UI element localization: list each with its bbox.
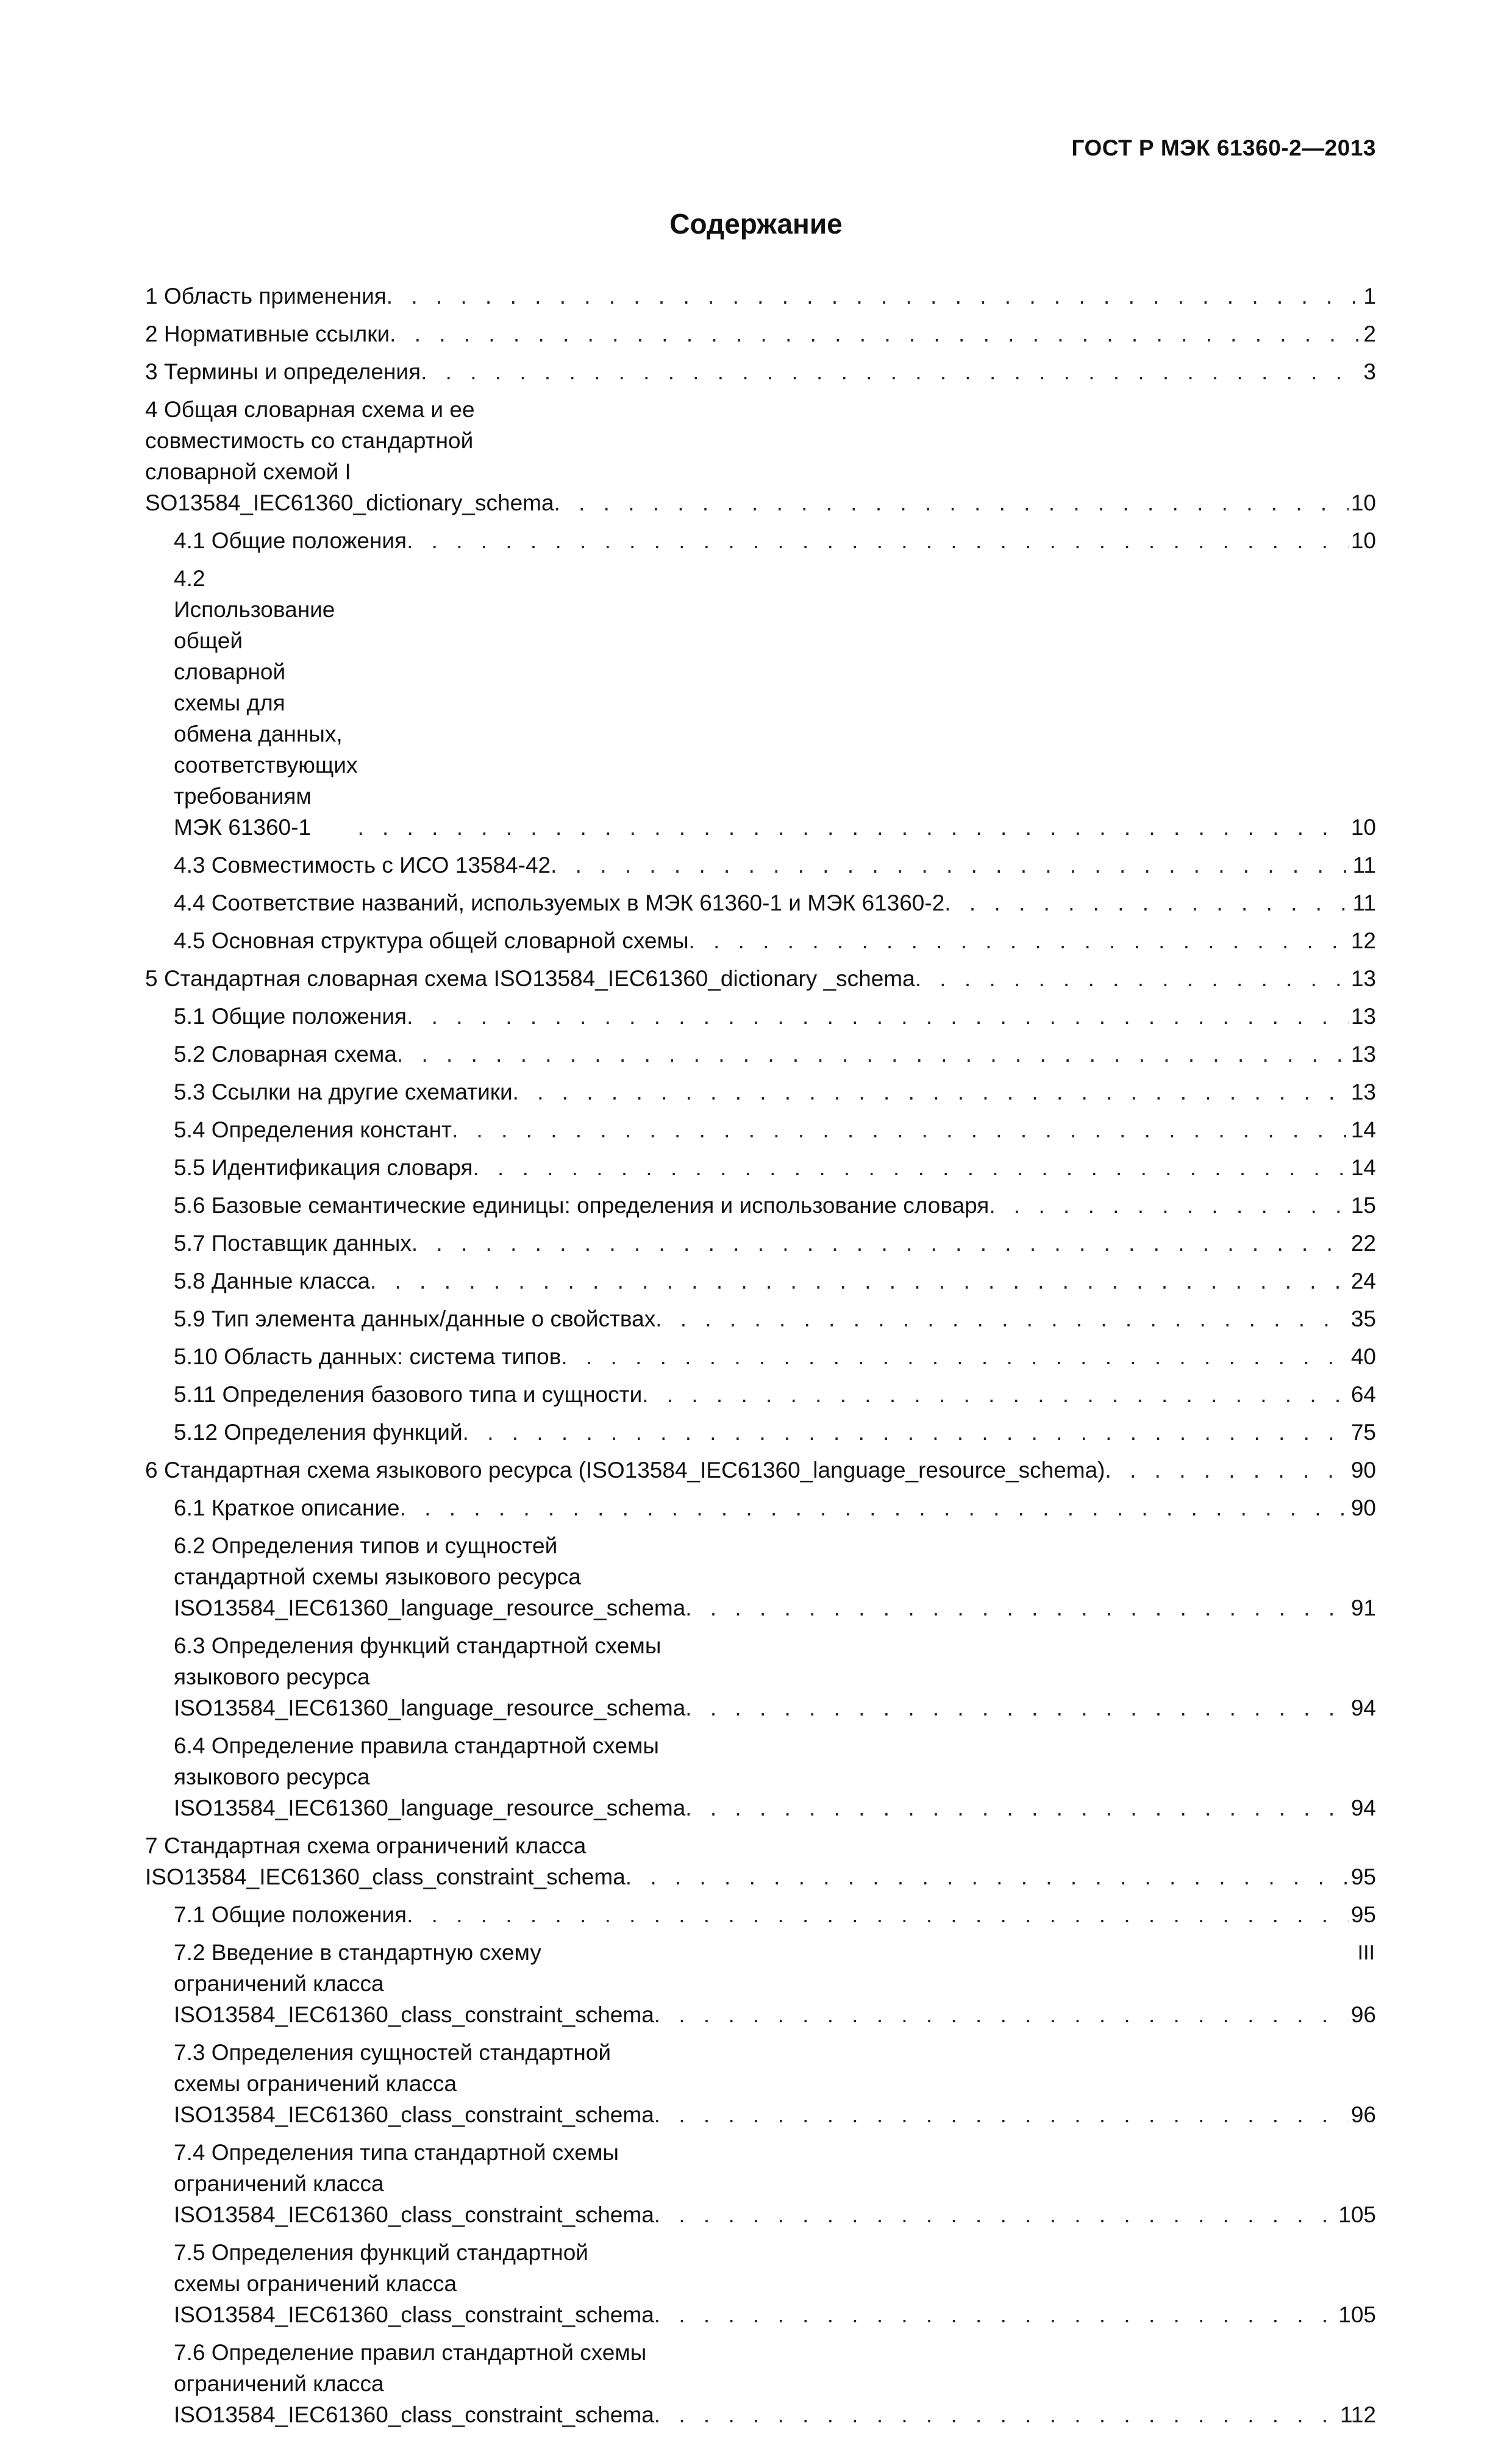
toc-entry-page: 2 (1363, 321, 1376, 346)
toc-entry-title-line: 5 Стандартная словарная схема ISO13584_IEC61360_dictionary _schema (145, 966, 915, 991)
toc-entry-page: 11 (1352, 890, 1376, 915)
toc-entry[interactable] (145, 1190, 1376, 1221)
toc-entry-page: 96 (1350, 2102, 1376, 2127)
toc-entry-title (174, 525, 407, 556)
toc-entry-title-line: ISO13584_IEC61360_language_resource_schema (174, 1795, 686, 1820)
toc-entry[interactable] (145, 1379, 1376, 1410)
toc-entry[interactable] (145, 1730, 1376, 1823)
toc-entry[interactable] (145, 281, 1376, 312)
toc-entry-title (145, 356, 421, 387)
toc-entry[interactable] (145, 1530, 1376, 1623)
toc-entry-page: 35 (1350, 1306, 1376, 1331)
page-number: III (1357, 1941, 1375, 1964)
toc-entry-title-line: 6.2 Определения типов и сущностей стандартной схемы языкового ресурса (174, 1533, 581, 1589)
toc-entry-title-line: ISO13584_IEC61360_class_constraint_schema (174, 2302, 654, 2327)
toc-entry-title (145, 1830, 626, 1892)
dot-leader (357, 812, 1348, 843)
dot-leader (421, 356, 1361, 387)
toc-entry[interactable] (145, 1899, 1376, 1930)
toc-entry-page: 95 (1350, 1902, 1376, 1927)
dot-leader (554, 487, 1349, 518)
toc-entry-page: 14 (1350, 1155, 1376, 1180)
toc-entry-title-line: ISO13584_IEC61360_class_constraint_schema (174, 2002, 654, 2027)
toc-entry[interactable] (145, 2337, 1376, 2430)
toc-entry-page: 12 (1350, 928, 1376, 953)
toc-entry-title (145, 281, 387, 312)
dot-leader (473, 1152, 1349, 1183)
toc-entry-title (174, 2337, 654, 2430)
toc-entry-title-line: 5.5 Идентификация словаря (174, 1155, 473, 1180)
toc-entry-title (174, 2037, 654, 2130)
dot-leader (390, 318, 1361, 349)
toc-entry-title-line: 4.2 Использование общей словарной схемы для обмена данных, (174, 566, 343, 746)
toc-entry-title (174, 2237, 654, 2330)
dot-leader (655, 1303, 1349, 1334)
toc-entry[interactable] (145, 394, 1376, 518)
toc-entry-title-line: 4.4 Соответствие названий, используемых в МЭК 61360-1 и МЭК 61360-2 (174, 890, 945, 915)
toc-entry-page: 15 (1350, 1193, 1376, 1218)
toc-entry-title-line: 5.3 Ссылки на другие схематики (174, 1079, 513, 1104)
dot-leader (400, 1492, 1349, 1523)
toc-entry-title-line: 7.3 Определения сущностей стандартной схемы ограничений класса (174, 2040, 612, 2096)
toc-entry-title (174, 850, 551, 881)
dot-leader (689, 925, 1349, 956)
toc-entry-page: 94 (1350, 1695, 1376, 1720)
dot-leader (370, 1265, 1349, 1297)
toc-entry-title-line: 6.4 Определение правила стандартной схемы языкового ресурса (174, 1733, 659, 1789)
toc-entry-title-line: ISO13584_IEC61360_class_constraint_schema (174, 2202, 654, 2227)
toc-entry[interactable] (145, 1630, 1376, 1723)
toc-entry-page: 105 (1338, 2302, 1376, 2327)
toc-entry-page: 14 (1350, 1117, 1376, 1142)
dot-leader (654, 2099, 1349, 2130)
dot-leader (654, 2199, 1336, 2230)
toc-entry-title (174, 1530, 685, 1623)
dot-leader (1105, 1455, 1349, 1486)
toc-entry-title-line: 5.8 Данные класса (174, 1269, 371, 1294)
toc-entry[interactable] (145, 2237, 1376, 2330)
toc-entry-title-line: 6.1 Краткое описание (174, 1495, 400, 1520)
toc-entry-page: 10 (1350, 490, 1376, 515)
toc-entry-title-line: соответствующих требованиям МЭК 61360-1 (174, 753, 358, 840)
toc-entry-title-line: ISO13584_IEC61360_language_resource_schema (174, 1695, 686, 1720)
toc-entry-title (174, 1730, 685, 1823)
toc-entry-title (145, 394, 554, 518)
toc-entry-title (174, 2137, 654, 2230)
toc-entry-title-line: 2 Нормативные ссылки (145, 321, 390, 346)
toc-entry[interactable] (145, 887, 1376, 918)
toc-entry-page: 94 (1350, 1795, 1376, 1820)
toc-entry[interactable] (145, 1830, 1376, 1892)
toc-entry-title (174, 1039, 397, 1070)
dot-leader (944, 887, 1350, 918)
toc-entry-title-line: SO13584_IEC61360_dictionary_schema (145, 490, 554, 515)
toc-entry-title-line: 5.7 Поставщик данных (174, 1231, 412, 1256)
toc-entry-page: 1 (1363, 284, 1376, 309)
toc-entry[interactable] (145, 1076, 1376, 1108)
toc-entry-page: 96 (1350, 2002, 1376, 2027)
dot-leader (407, 1899, 1349, 1930)
toc-entry-title-line: ISO13584_IEC61360_class_constraint_schema (174, 2402, 654, 2427)
toc-entry-title (174, 1076, 513, 1108)
toc-entry-page: 90 (1350, 1495, 1376, 1520)
toc-entry-title (174, 1417, 463, 1448)
toc-entry[interactable] (145, 1152, 1376, 1183)
toc-entry-title-line: 5.4 Определения констант (174, 1117, 452, 1142)
standard-code: ГОСТ Р МЭК 61360-2—2013 (1071, 135, 1376, 160)
dot-leader (654, 1999, 1349, 2030)
toc-entry-page: 10 (1350, 815, 1376, 840)
toc-entry-title (174, 1937, 654, 2030)
dot-leader (452, 1114, 1349, 1145)
toc-entry-title (174, 1492, 400, 1523)
toc-entry-page: 64 (1350, 1382, 1376, 1407)
toc-entry-title-line: 6 Стандартная схема языкового ресурса (ISO13584_IEC61360_language_resource_schema) (145, 1458, 1105, 1483)
toc-entry-page: 10 (1350, 528, 1376, 553)
dot-leader (551, 850, 1350, 881)
dot-leader (626, 1861, 1349, 1892)
dot-leader (561, 1341, 1348, 1372)
dot-leader (685, 1792, 1349, 1823)
dot-leader (654, 2399, 1338, 2430)
toc-entry[interactable] (145, 2137, 1376, 2230)
dot-leader (915, 963, 1349, 994)
toc-entry[interactable] (145, 563, 1376, 843)
toc-entry-page: 95 (1350, 1864, 1376, 1889)
toc-entry-title-line: 7.6 Определение правил стандартной схемы ограничений класса (174, 2340, 647, 2396)
toc-entry-page: 11 (1352, 853, 1376, 878)
toc-entry-page: 40 (1350, 1344, 1376, 1369)
dot-leader (412, 1228, 1349, 1259)
table-of-contents (145, 281, 1376, 2437)
toc-entry[interactable] (145, 1039, 1376, 1070)
toc-entry[interactable] (145, 1303, 1376, 1334)
toc-entry-title-line: ISO13584_IEC61360_language_resource_schema (174, 1595, 686, 1620)
toc-entry-title-line: 5.6 Базовые семантические единицы: определения и использование словаря (174, 1193, 990, 1218)
toc-entry-page: 24 (1350, 1269, 1376, 1294)
toc-entry-page: 112 (1340, 2402, 1376, 2427)
toc-entry[interactable] (145, 1455, 1376, 1486)
toc-entry[interactable] (145, 1492, 1376, 1523)
toc-entry-page: 91 (1350, 1595, 1376, 1620)
toc-entry[interactable] (145, 356, 1376, 387)
toc-entry-title-line: 4.3 Совместимость с ИСО 13584-42 (174, 853, 551, 878)
toc-entry-page: 90 (1350, 1458, 1376, 1483)
toc-entry-title (174, 925, 689, 956)
toc-entry[interactable] (145, 1937, 1376, 2030)
toc-entry-title-line: 4.1 Общие положения (174, 528, 407, 553)
toc-entry-page: 22 (1350, 1231, 1376, 1256)
toc-entry-title-line: 5.12 Определения функций (174, 1420, 463, 1445)
toc-entry-title-line: ISO13584_IEC61360_class_constraint_schema (174, 2102, 654, 2127)
toc-entry-title-line: 5.1 Общие положения (174, 1004, 407, 1029)
dot-leader (407, 525, 1349, 556)
toc-entry[interactable] (145, 1341, 1376, 1372)
toc-entry-title-line: 5.9 Тип элемента данных/данные о свойствах (174, 1306, 656, 1331)
toc-entry-title-line: 7.2 Введение в стандартную схему ограничений класса (174, 1940, 541, 1996)
toc-entry-title (174, 1114, 452, 1145)
toc-entry-title-line: 7.1 Общие положения (174, 1902, 407, 1927)
dot-leader (685, 1592, 1349, 1623)
toc-entry-title (174, 1152, 473, 1183)
toc-entry-title (174, 1265, 370, 1297)
dot-leader (642, 1379, 1349, 1410)
toc-entry-title-line: 7.4 Определения типа стандартной схемы ограничений класса (174, 2140, 619, 2196)
toc-entry-title (174, 1228, 412, 1259)
toc-entry-title (174, 1001, 407, 1032)
toc-entry-page: 75 (1350, 1420, 1376, 1445)
dot-leader (654, 2299, 1336, 2330)
toc-entry-page: 13 (1350, 966, 1376, 991)
dot-leader (513, 1076, 1349, 1108)
toc-title: Содержание (669, 208, 843, 240)
toc-entry-page: 105 (1338, 2202, 1376, 2227)
toc-entry[interactable] (145, 1228, 1376, 1259)
toc-entry-title (174, 1341, 561, 1372)
toc-entry[interactable] (145, 925, 1376, 956)
toc-entry-title-line: ISO13584_IEC61360_class_constraint_schema (145, 1864, 626, 1889)
dot-leader (989, 1190, 1349, 1221)
toc-entry[interactable] (145, 525, 1376, 556)
toc-entry[interactable] (145, 1114, 1376, 1145)
dot-leader (685, 1692, 1349, 1723)
toc-entry[interactable] (145, 1265, 1376, 1297)
toc-entry-title (174, 563, 357, 843)
toc-entry-page: 13 (1350, 1042, 1376, 1067)
toc-entry-title (174, 1899, 407, 1930)
toc-entry-page: 13 (1350, 1079, 1376, 1104)
toc-entry-title (174, 1303, 655, 1334)
toc-entry-title (145, 318, 390, 349)
dot-leader (387, 281, 1361, 312)
toc-entry-title-line: 5.11 Определения базового типа и сущности (174, 1382, 643, 1407)
toc-entry-title (145, 1455, 1105, 1486)
toc-entry[interactable] (145, 2037, 1376, 2130)
dot-leader (407, 1001, 1349, 1032)
toc-entry-title-line: 4.5 Основная структура общей словарной схемы (174, 928, 689, 953)
toc-entry-title-line: 4 Общая словарная схема и ее совместимость со стандартной словарной схемой I (145, 397, 475, 484)
toc-entry-title-line: 1 Область применения (145, 284, 387, 309)
toc-entry-title (174, 1190, 989, 1221)
toc-entry-title-line: 5.10 Область данных: система типов (174, 1344, 562, 1369)
toc-entry-title (174, 887, 944, 918)
dot-leader (463, 1417, 1349, 1448)
toc-entry-title-line: 7.5 Определения функций стандартной схемы ограничений класса (174, 2240, 588, 2296)
toc-entry[interactable] (145, 318, 1376, 349)
toc-entry[interactable] (145, 1001, 1376, 1032)
toc-entry-title-line: 7 Стандартная схема ограничений класса (145, 1833, 587, 1858)
toc-entry-title-line: 3 Термины и определения (145, 359, 421, 384)
toc-entry-title (145, 963, 915, 994)
toc-entry[interactable] (145, 1417, 1376, 1448)
toc-entry-title-line: 6.3 Определения функций стандартной схемы языкового ресурса (174, 1633, 661, 1689)
toc-entry[interactable] (145, 963, 1376, 994)
toc-entry-title (174, 1379, 642, 1410)
toc-entry-page: 13 (1350, 1004, 1376, 1029)
dot-leader (397, 1039, 1349, 1070)
toc-entry-title (174, 1630, 685, 1723)
toc-entry-page: 3 (1363, 359, 1376, 384)
toc-entry[interactable] (145, 850, 1376, 881)
toc-entry-title-line: 5.2 Словарная схема (174, 1042, 397, 1067)
